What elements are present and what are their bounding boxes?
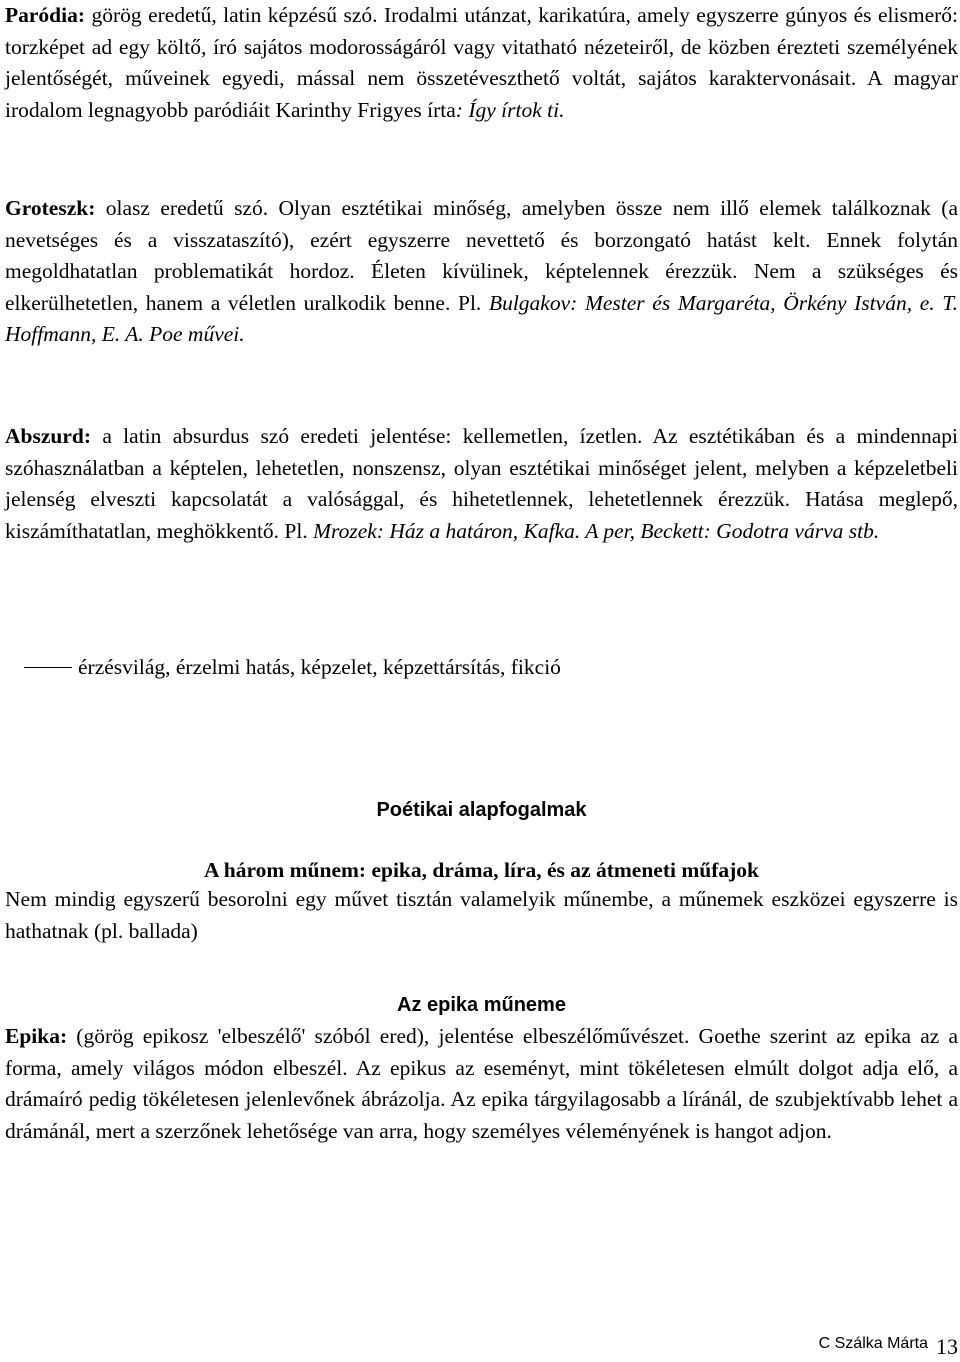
paragraph-abszurd [5, 421, 958, 547]
epika-section-title: Az epika műneme [397, 994, 566, 1016]
groteszk-examples: Bulgakov: Mester és Margaréta, Örkény István, e. T. Hoffmann, E. A. Poe művei. [5, 290, 959, 347]
dash-item-text: érzésvilág, érzelmi hatás, képzelet, képzettársítás, fikció [78, 655, 561, 679]
harom-munem-heading: A három műnem: epika, dráma, líra, és az átmeneti műfajok [204, 858, 759, 882]
groteszk-text: olasz eredetű szó. Olyan esztétikai minőség, amelyben össze nem illő elemek találkoznak (a nevetséges és a visszataszító), ezért egyszerre nevettető és borzongató hatást kelt. Ennek folytán megoldhatatlan problematikát hordoz. Életen kívülinek, képtelennek érezzük. Nem a szükséges és elkerülhetetlen, hanem a véletlen uralkodik benne. Pl. [5, 196, 958, 315]
term-epika: Epika: [5, 1024, 68, 1048]
dash-list-item [5, 652, 958, 683]
term-groteszk: Groteszk: [5, 196, 96, 220]
paragraph-epika [5, 1021, 958, 1147]
paragraph-harom-munem: Nem mindig egyszerű besorolni egy művet tisztán valamelyik műnembe, a műnemek eszközei egyszerre is hathatnak (pl. ballada) [5, 887, 958, 943]
section-title: Poétikai alapfogalmak [376, 799, 587, 821]
paragraph-groteszk [5, 193, 958, 351]
parodia-example: Így írtok ti. [462, 97, 565, 122]
parodia-colon: : [455, 97, 463, 122]
term-parodia: Paródia: [5, 3, 86, 27]
epika-text: (görög epikosz 'elbeszélő' szóból ered), jelentése elbeszélőművészet. Goethe szerint az epika az a forma, amely világos módon elbeszél. Az epikus az eseményt, mint tökéletesen elmúlt dolgot adja elő, a drámaíró pedig tökéletesen jelenlevőnek ábrázolja. Az epika tárgyilagosabb a líránál, de szubjektívabb lehet a drámánál, mert a szerzőnek lehetősége van arra, hogy személyes véleményének is hangot adjon. [5, 1024, 958, 1143]
dash-bullet-icon [24, 667, 72, 668]
page-footer [819, 1334, 958, 1360]
abszurd-examples: Mrozek: Ház a határon, Kafka. A per, Beckett: Godotra várva stb. [313, 518, 880, 543]
paragraph-parodia [5, 0, 958, 126]
parodia-text: görög eredetű, latin képzésű szó. Irodalmi utánzat, karikatúra, amely egyszerre gúnyos és elismerő: torzképet ad egy költő, író sajátos modorosságáról vagy vitatható nézeteiről, de közben érezteti személyének jelentőségét, műveinek egyedi, mással nem összetéveszthető voltát, sajátos karaktervonásait. A magyar irodalom legnagyobb paródiáit Karinthy Frigyes írta [5, 3, 958, 122]
page-number: 13 [936, 1334, 958, 1359]
footer-author: C Szálka Márta [818, 1335, 928, 1352]
term-abszurd: Abszurd: [5, 424, 92, 448]
abszurd-text: a latin absurdus szó eredeti jelentése: kellemetlen, ízetlen. Az esztétikában és a mindennapi szóhasználatban a képtelen, lehetetlen, nonszensz, olyan esztétikai minőséget jelent, melyben a képzeletbeli jelenség elveszti kapcsolatát a valósággal, és hihetetlennek, lehetetlennek érezzük. Hatása meglepő, kiszámíthatatlan, meghökkentő. Pl. [5, 424, 958, 543]
